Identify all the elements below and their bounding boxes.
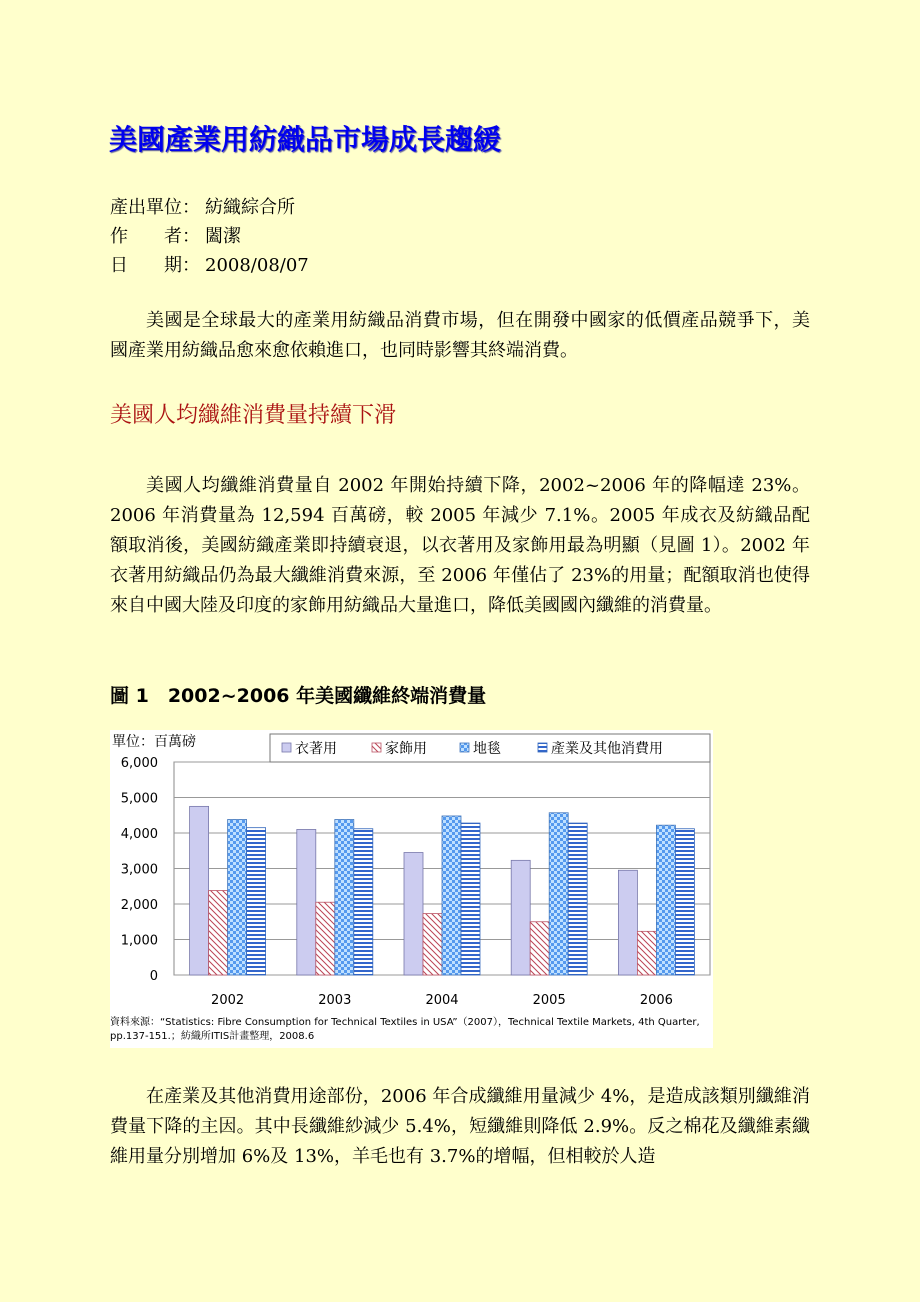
y-tick-label: 3,000: [120, 862, 158, 878]
y-tick-label: 6,000: [120, 756, 158, 771]
y-tick-label: 2,000: [120, 898, 158, 913]
bar-4: [354, 829, 373, 975]
legend-label: 衣著用: [295, 741, 337, 757]
legend-label: 產業及其他消費用: [551, 741, 663, 757]
legend-swatch: [372, 743, 381, 752]
bar-1: [297, 829, 316, 975]
x-tick-label: 2005: [532, 993, 566, 1008]
bar-2: [209, 891, 228, 975]
meta-unit: [110, 193, 295, 223]
meta-date: [110, 251, 309, 281]
bar-4: [568, 823, 587, 975]
bar-1: [618, 870, 637, 975]
legend-label: 地毯: [473, 741, 501, 757]
chart-figure: [110, 730, 713, 1048]
meta-author-value: 闔潔: [205, 226, 241, 247]
meta-date-value: 2008/08/07: [205, 255, 309, 276]
x-tick-label: 2003: [318, 993, 352, 1008]
body-paragraph: 在產業及其他消費用途部份，2006 年合成纖維用量減少 4%，是造成該類別纖維消費量下降的主因。其中長纖維紗減少 5.4%，短纖維則降低 2.9%。反之棉花及纖維素纖維用量分別增加 6%及 13%，羊毛也有 3.7%的增幅，但相較於人造: [110, 1086, 810, 1167]
bar-1: [511, 860, 530, 975]
bar-chart: [110, 730, 713, 1016]
bar-2: [423, 914, 442, 975]
y-tick-label: 4,000: [120, 827, 158, 842]
y-tick-label: 5,000: [120, 791, 158, 807]
chart-source-note: 資料來源：“Statistics: Fibre Consumption for Technical Textiles in USA”（2007），Technical Textile Markets, 4th Quarter, pp.137-151.；紡織所ITIS計畫整理，2008.6: [110, 1017, 700, 1042]
meta-author: [110, 222, 241, 252]
bar-4: [461, 823, 480, 975]
section-paragraph: 美國人均纖維消費量自 2002 年開始持續下降，2002~2006 年的降幅達 23%。2006 年消費量為 12,594 百萬磅，較 2005 年減少 7.1%。2005 年成衣及紡織品配額取消後，美國紡織產業即持續衰退，以衣著用及家飾用最為明顯（見圖 1）。2002 年衣著用紡織品仍為最大纖維消費來源，至 2006 年僅佔了 23%的用量；配額取消也使得來自中國大陸及印度的家飾用紡織品大量進口，降低美國國內纖維的消費量。: [110, 475, 810, 616]
bar-2: [637, 931, 656, 975]
intro-paragraph: 美國是全球最大的產業用紡織品消費市場，但在開發中國家的低價產品競爭下，美國產業用紡織品愈來愈依賴進口，也同時影響其終端消費。: [110, 310, 810, 361]
bar-2: [316, 902, 335, 975]
bar-3: [335, 820, 354, 975]
section-heading: 美國人均纖維消費量持續下滑: [110, 403, 397, 428]
legend-swatch: [282, 743, 291, 752]
bar-3: [228, 820, 247, 975]
bar-2: [530, 922, 549, 975]
bar-1: [190, 806, 209, 975]
bar-3: [442, 816, 461, 975]
y-tick-label: 0: [149, 969, 158, 984]
x-tick-label: 2006: [639, 993, 673, 1008]
meta-unit-value: 紡織綜合所: [205, 197, 295, 218]
page-title: 美國產業用紡織品市場成長趨緩: [109, 123, 502, 156]
legend-swatch: [538, 743, 547, 752]
meta-author-label: 作 者：: [110, 226, 200, 247]
bar-3: [549, 813, 568, 975]
x-tick-label: 2004: [425, 993, 459, 1008]
legend-label: 家飾用: [385, 741, 427, 757]
legend-swatch: [460, 743, 469, 752]
meta-date-label: 日 期：: [110, 255, 200, 276]
y-tick-label: 1,000: [120, 933, 158, 949]
figure-caption: 圖 1 2002~2006 年美國纖維終端消費量: [110, 685, 487, 707]
bar-3: [656, 825, 675, 975]
bar-4: [675, 829, 694, 975]
x-tick-label: 2002: [211, 993, 245, 1008]
bar-1: [404, 853, 423, 975]
meta-unit-label: 產出單位：: [110, 197, 200, 218]
y-unit-label: 單位：百萬磅: [112, 734, 196, 750]
bar-4: [247, 828, 266, 975]
